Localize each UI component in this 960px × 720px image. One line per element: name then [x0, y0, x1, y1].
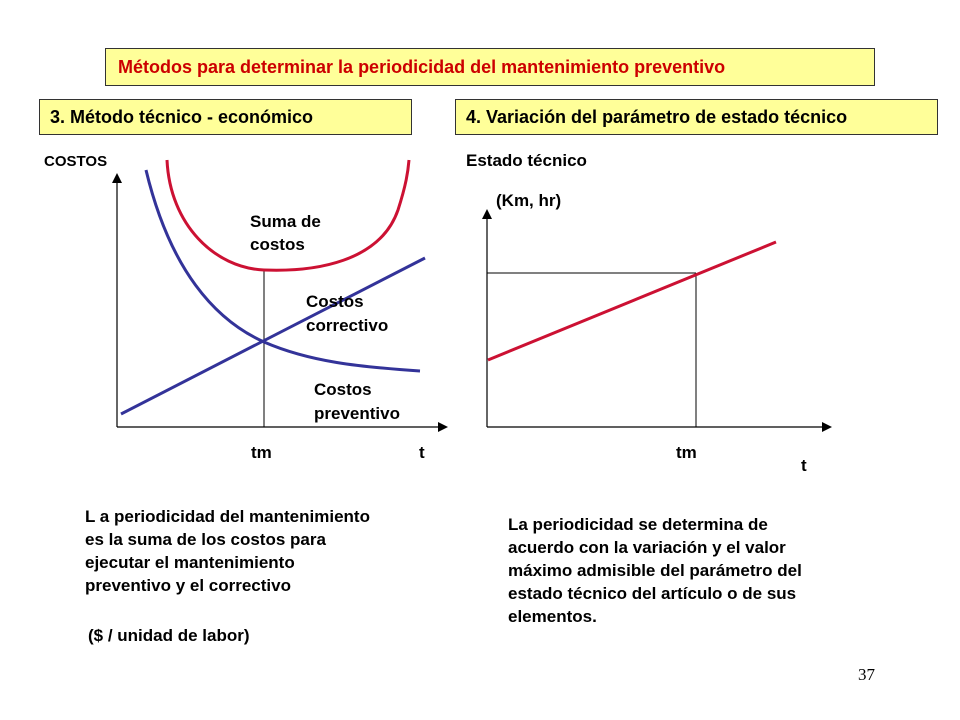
right-tm-label: tm — [676, 443, 697, 462]
method-3-title: 3. Método técnico - económico — [39, 99, 412, 135]
main-title: Métodos para determinar la periodicidad del mantenimiento preventivo — [105, 48, 875, 86]
left-y-axis-label: COSTOS — [44, 153, 108, 170]
sum-label-line2: costos — [250, 235, 305, 254]
corrective-label-line1: Costos — [306, 292, 364, 311]
right-y-axis-label: Estado técnico — [466, 151, 587, 170]
right-explanation — [508, 513, 802, 628]
method-4-title: 4. Variación del parámetro de estado técnico — [455, 99, 938, 135]
left-text-line3: ejecutar el mantenimiento — [85, 553, 295, 572]
technical-state-line — [488, 242, 776, 360]
left-text-line2: es la suma de los costos para — [85, 530, 326, 549]
sum-label-line1: Suma de — [250, 212, 321, 231]
left-t-label: t — [419, 443, 425, 462]
preventive-label-line2: preventivo — [314, 404, 400, 423]
right-text-line2: acuerdo con la variación y el valor — [508, 538, 786, 557]
right-text-line3: máximo admisible del parámetro del — [508, 561, 802, 580]
cost-unit-label: ($ / unidad de labor) — [88, 626, 250, 645]
right-text-line5: elementos. — [508, 607, 597, 626]
page-number: 37 — [858, 665, 875, 684]
left-text-line1: L a periodicidad del mantenimiento — [85, 507, 370, 526]
corrective-label-line2: correctivo — [306, 316, 389, 335]
left-tm-label: tm — [251, 443, 272, 462]
left-explanation — [85, 505, 370, 597]
right-units-label: (Km, hr) — [496, 191, 562, 210]
right-text-line1: La periodicidad se determina de — [508, 515, 768, 534]
left-text-line4: preventivo y el correctivo — [85, 576, 291, 595]
right-t-label: t — [801, 456, 807, 475]
right-text-line4: estado técnico del artículo o de sus — [508, 584, 797, 603]
preventive-label-line1: Costos — [314, 380, 372, 399]
